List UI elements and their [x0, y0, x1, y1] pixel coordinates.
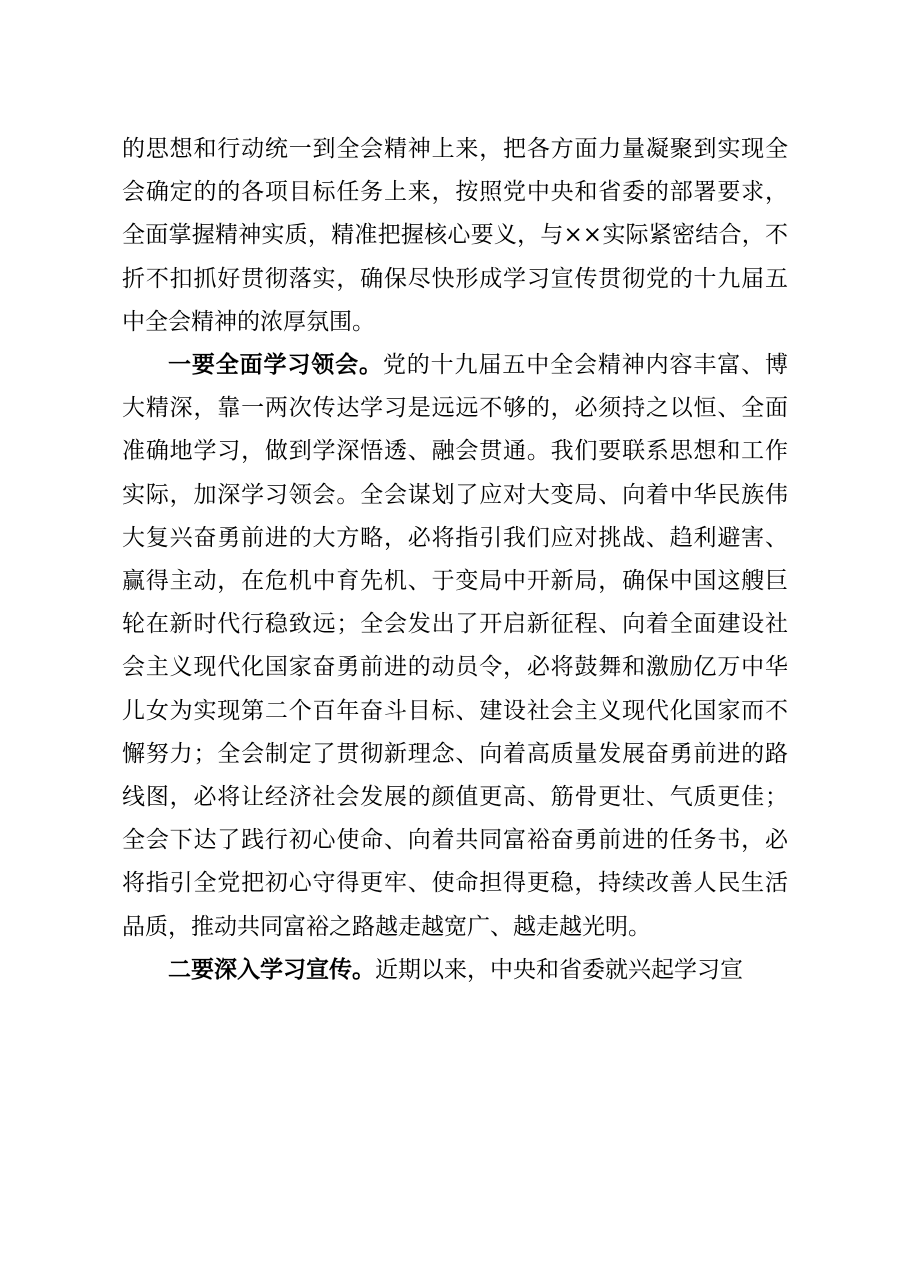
paragraph-text: 党的十九届五中全会精神内容丰富、博大精深，靠一两次传达学习是远远不够的，必须持之以恒、全面准确地学习，做到学深悟透、融会贯通。我们要联系思想和工作实际，加深学习领会。全会谋划了应对大变局、向着中华民族伟大复兴奋勇前进的大方略，必将指引我们应对挑战、趋利避害、赢得主动，在危机中育先机、于变局中开新局，确保中国这艘巨轮在新时代行稳致远；全会发出了开启新征程、向着全面建设社会主义现代化国家奋勇前进的动员令，必将鼓舞和激励亿万中华儿女为实现第二个百年奋斗目标、建设社会主义现代化国家而不懈努力；全会制定了贯彻新理念、向着高质量发展奋勇前进的路线图，必将让经济社会发展的颜值更高、筋骨更壮、气质更佳；全会下达了践行初心使命、向着共同富裕奋勇前进的任务书，必将指引全党把初心守得更牢、使命担得更稳，持续改善人民生活品质，推动共同富裕之路越走越宽广、越走越光明。 [122, 352, 789, 940]
paragraph-text: 的思想和行动统一到全会精神上来，把各方面力量凝聚到实现全会确定的的各项目标任务上来，按照党中央和省委的部署要求，全面掌握精神实质，精准把握核心要义，与××实际紧密结合，不折不扣抓好贯彻落实，确保尽快形成学习宣传贯彻党的十九届五中全会精神的浓厚氛围。 [122, 136, 788, 335]
document-body [122, 128, 788, 992]
paragraph-text: 近期以来，中央和省委就兴起学习宣 [375, 956, 743, 983]
paragraph-study-comprehensively [122, 344, 788, 949]
paragraph-study-publicize [122, 949, 788, 992]
paragraph-lead-heading: 二要深入学习宣传。 [168, 956, 375, 983]
paragraph-continuation [122, 128, 788, 344]
paragraph-lead-heading: 一要全面学习领会。 [168, 352, 383, 379]
